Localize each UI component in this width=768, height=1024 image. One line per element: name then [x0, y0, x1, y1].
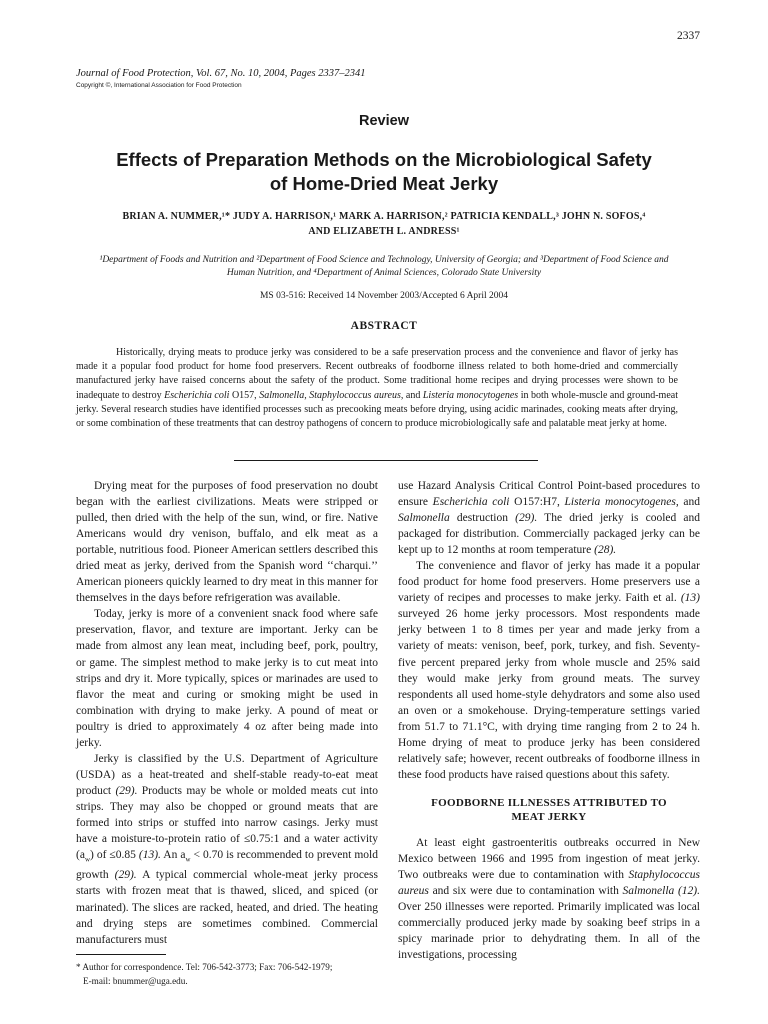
citation-ref: (29). [114, 869, 137, 882]
authors-line-2: AND ELIZABETH L. ANDRESS¹ [308, 225, 460, 237]
body-column-right [398, 478, 700, 963]
section-divider [234, 460, 538, 461]
body-paragraph: At least eight gastroenteritis outbreaks occurred in New Mexico between 1966 and 1995 from ingestion of meat jerky. Two outbreaks were due to contamination with Staphylococcus aureus and six were due to contamination with Salmonella (12). Over 250 illnesses were reported. Primarily implicated was local commercially produced jerky made by soaking beef strips in a spicy marinade prior to dehydrating them. In all of the investigations, processing [398, 836, 700, 962]
citation-ref: (29). [115, 784, 138, 797]
citation-ref: (13). [138, 849, 161, 862]
authors-line-1: BRIAN A. NUMMER,¹* JUDY A. HARRISON,¹ MARK A. HARRISON,² PATRICIA KENDALL,³ JOHN N. SOFOS,⁴ [122, 211, 646, 222]
journal-citation: Journal of Food Protection, Vol. 67, No. 10, 2004, Pages 2337–2341 [76, 68, 366, 79]
body-paragraph: Drying meat for the purposes of food preservation no doubt began with the earliest civilizations. Meats were stripped or pulled, then dried with the help of the sun, wind, or fire. Native Americans would dry venison, buffalo, and elk meat as a portable, nutritious food. Pioneer American settlers described this dried meat as jerky, derived from the Spanish word ‘‘charqui.’’ American pioneers quickly learned to dry meat in this manner for themselves in the days before refrigeration was available. [76, 480, 378, 605]
correspondence-footnote: * Author for correspondence. Tel: 706-542-3773; Fax: 706-542-1979; E-mail: bnummer@uga.edu. [76, 962, 333, 986]
article-type-label: Review [359, 113, 409, 129]
author-list [60, 210, 708, 239]
author-affiliations [60, 254, 708, 280]
body-paragraph: use Hazard Analysis Critical Control Point-based procedures to ensure Escherichia coli O157:H7, Listeria monocytogenes, and Salmonella destruction (29). The dried jerky is cooled and packaged for distribution. Commercially packaged jerky can be kept up to 12 months at room temperature (28). [398, 480, 701, 557]
body-paragraph: The convenience and flavor of jerky has made it a popular food product for home food preservers. Home preservers use a variety of recipes and processes to make jerky. Faith et al. (13) surveyed 26 home jerky processors. Most respondents made jerky between 1 to 8 times per year and made jerky from a variety of meats: venison, beef, pork, turkey, and fish. Seventy-five percent prepared jerky from whole muscle and 25% said they would make jerky from ground meats. The survey respondents all used home-style dehydrators and some also used an oven or a smokehouse. Drying-temperature settings varied from 51.7 to 71.1°C, with drying time ranging from 2 to 24 h. Home drying of meat to produce jerky has been considered relatively safe; however, recent outbreaks of foodborne illness in these food products have raised questions about this safety. [398, 560, 700, 781]
abstract-heading: ABSTRACT [350, 320, 418, 332]
footnote-divider [76, 954, 166, 955]
page-number: 2337 [677, 30, 700, 42]
citation-ref: (12). [677, 885, 700, 898]
body-column-left [76, 478, 378, 948]
affiliation-line-1: ¹Department of Foods and Nutrition and ²Department of Food Science and Technology, University of Georgia; and ³Department of Food Science and [99, 255, 669, 265]
title-line-2: of Home-Dried Meat Jerky [269, 173, 499, 194]
abstract-text: Historically, drying meats to produce jerky was considered to be a safe preservation process and the convenience and flavor of jerky has made it a popular food product for home food preservers. Recent outbreaks of foodborne illness related to both home-dried and commercially manufactured jerky have raised concerns about the safety of the product. Some traditional home recipes and drying processes were shown to be inadequate to destroy Escherichia coli O157, Salmonella, Staphylococcus aureus, and Listeria monocytogenes in both whole-muscle and ground-meat jerky. Several research studies have identified processes such as precooking meats before drying, using acidic marinades, cooking meats after drying, or some combination of these treatments that can destroy pathogens of concern to produce microbiologically safe and palatable meat jerky at home. [76, 347, 678, 430]
article-title [60, 148, 708, 196]
affiliation-line-2: Human Nutrition, and ⁴Department of Animal Sciences, Colorado State University [226, 268, 542, 278]
title-line-1: Effects of Preparation Methods on the Microbiological Safety [116, 149, 652, 170]
manuscript-info: MS 03-516: Received 14 November 2003/Accepted 6 April 2004 [259, 291, 508, 301]
citation-ref: (13) [680, 592, 700, 605]
copyright-notice: Copyright ©, International Association for Food Protection [76, 82, 242, 89]
citation-ref: (28). [594, 544, 617, 557]
section-heading: FOODBORNE ILLNESSES ATTRIBUTED TO MEAT JERKY [431, 796, 667, 824]
body-paragraph: Jerky is classified by the U.S. Department of Agriculture (USDA) as a heat-treated and shelf-stable ready-to-eat meat product (29). Products may be whole or molded meats cut into strips. They may also be chopped or ground meats that are formed into strips or stuffed into narrow casings. Jerky must have a moisture-to-protein ratio of ≤0.75:1 and a water activity $(a_w)$ of ≤0.85 (13). An $a_w < 0.70$ is recommended to prevent mold growth (29). A typical commercial whole-meat jerky process starts with frozen meat that is thawed, sliced, and spiced (or marinated). The slices are racked, heated, and dried. The heating and drying steps are sometimes combined. Commercial manufacturers must [76, 752, 378, 946]
citation-ref: (29). [515, 512, 538, 525]
body-paragraph: Today, jerky is more of a convenient snack food where safe preservation, flavor, and texture are important. Jerky can be made from almost any lean meat, including beef, pork, poultry, or game. The simplest method to make jerky is to cut meat into strips and dry it. More typically, spices or marinades are used to flavor the meat and curing or smoking might be used in combination with drying to make jerky. A pound of meat or poultry is dried to approximately 4 oz after being made into jerky. [76, 608, 378, 749]
